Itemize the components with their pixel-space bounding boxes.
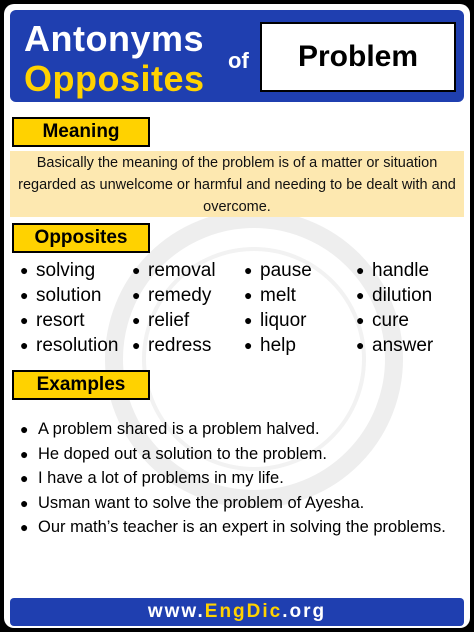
examples-list [14,417,454,540]
headword: Problem [297,40,419,73]
list-item: ● He doped out a solution to the problem. [14,442,454,467]
list-item: ● redress [126,333,238,358]
list-item: ● help [238,333,350,358]
meaning-text: Basically the meaning of the problem is of a matter or situation regarded as unwelcome or harmful and needing to be dealt with and overcome. [10,151,464,217]
list-item: ● A problem shared is a problem halved. [14,417,454,442]
footer-url[interactable] [10,598,464,626]
bullet-icon: ● [20,421,29,437]
footer-suffix: .org [282,601,327,622]
bullet-icon: ● [132,337,141,353]
list-item: ● liquor [238,308,350,333]
bullet-icon: ● [20,519,29,535]
bullet-icon: ● [20,445,29,462]
bullet-icon: ● [20,287,29,303]
list-item: ● Our math’s teacher is an expert in solving the problems. [14,515,454,540]
footer-brand: EngDic [204,601,283,622]
bullet-icon: ● [356,312,365,328]
footer-prefix: www. [147,601,205,622]
word-box [260,22,456,92]
list-item: ● pause [238,258,350,283]
list-item: ● melt [238,283,350,308]
bullet-icon: ● [20,337,29,353]
list-item: ● answer [350,333,462,358]
bullet-icon: ● [20,312,29,328]
title-connector: of [228,48,249,73]
list-item: ● remedy [126,283,238,308]
list-item: ● handle [350,258,462,283]
list-item: ● I have a lot of problems in my life. [14,466,454,491]
bullet-icon: ● [244,287,253,303]
list-item: ● cure [350,308,462,333]
title-antonyms: Antonyms [24,18,205,59]
title-opposites: Opposites [24,58,205,99]
bullet-icon: ● [356,287,365,303]
meaning-label: Meaning [12,117,150,147]
bullet-icon: ● [20,470,29,486]
opposites-grid [14,258,464,358]
list-item: ● Usman want to solve the problem of Ayesha. [14,491,454,516]
bullet-icon: ● [356,262,365,278]
bullet-icon: ● [132,287,141,303]
bullet-icon: ● [356,337,365,353]
list-item: ● resolution [14,333,126,358]
bullet-icon: ● [244,337,253,353]
bullet-icon: ● [132,262,141,278]
bullet-icon: ● [20,494,29,511]
bullet-icon: ● [244,262,253,278]
list-item: ● solution [14,283,126,308]
infographic-card [4,4,470,628]
list-item: ● dilution [350,283,462,308]
list-item: ● relief [126,308,238,333]
list-item: ● removal [126,258,238,283]
list-item: ● solving [14,258,126,283]
bullet-icon: ● [132,312,141,328]
examples-label: Examples [12,370,150,400]
bullet-icon: ● [244,312,253,328]
bullet-icon: ● [20,262,29,278]
opposites-label: Opposites [12,223,150,253]
header-banner [10,10,464,102]
list-item: ● resort [14,308,126,333]
